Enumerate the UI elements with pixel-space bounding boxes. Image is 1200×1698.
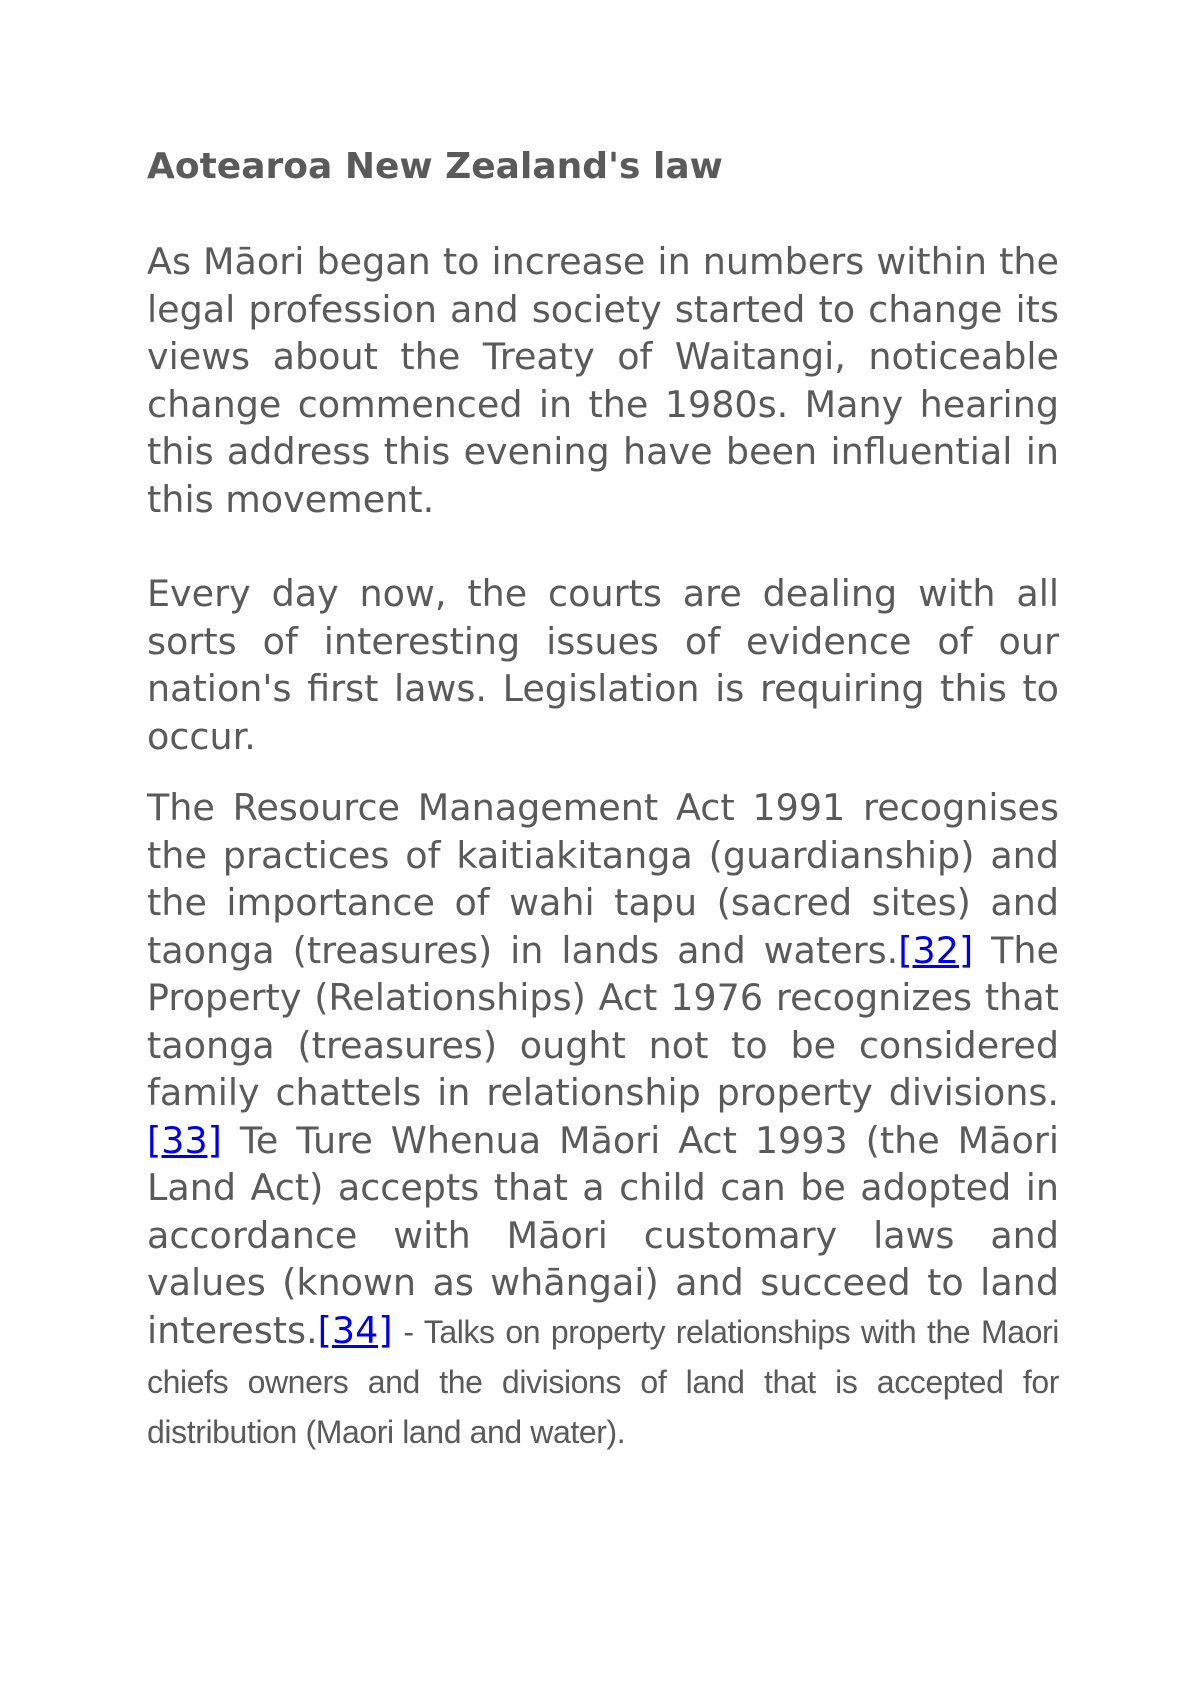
footnote-link-32[interactable]: [32]: [898, 928, 974, 972]
footnote-link-34[interactable]: [34]: [317, 1308, 393, 1352]
legislation-text-property-act: The Property (Relationships) Act 1976 recognizes that taonga (treasures) ought not to be considered family chattels in relationship property divisions.: [147, 928, 1059, 1114]
legislation-text-te-ture-whenua: Te Ture Whenua Māori Act 1993 (the Māori Land Act) accepts that a child can be adopted in accordance with Māori customary laws and values (known as whāngai) and succeed to land interests.: [147, 1118, 1059, 1352]
paragraph-courts-evidence: Every day now, the courts are dealing with all sorts of interesting issues of evidence of our nation's first laws. Legislation is requiring this to occur.: [147, 572, 1059, 758]
document-title: Aotearoa New Zealand's law: [147, 146, 723, 187]
footnote-link-33[interactable]: [33]: [147, 1118, 222, 1162]
paragraph-maori-legal-profession: As Māori began to increase in numbers within the legal profession and society started to change its views about the Treaty of Waitangi, noticeable change commenced in the 1980s. Many hearing this address this evening have been influential in this movement.: [147, 240, 1059, 521]
paragraph-legislation: [147, 784, 1059, 1457]
legislation-text-rma: The Resource Management Act 1991 recognises the practices of kaitiakitanga (guardianship) and the importance of wahi tapu (sacred sites) and taonga (treasures) in lands and waters.: [147, 786, 1059, 972]
annotation-note: - Talks on property relationships with the Maori chiefs owners and the divisions of land that is accepted for distribution (Maori land and water).: [147, 1313, 1059, 1450]
